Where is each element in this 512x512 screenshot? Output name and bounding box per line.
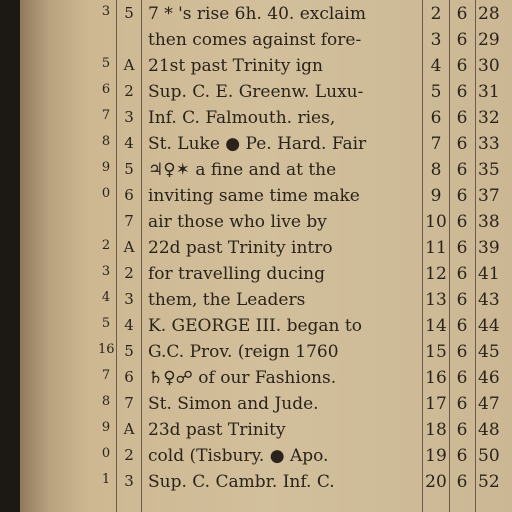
hour: 6 (456, 368, 468, 388)
minute: 45 (478, 342, 500, 362)
day-of-month: 0 (101, 186, 111, 201)
hour: 6 (456, 108, 468, 128)
weekday-letter: 4 (124, 134, 134, 152)
date: 9 (430, 186, 442, 206)
entry-text: cold (Tisbury. ● Apo. (148, 446, 329, 466)
calendar-row (20, 366, 512, 392)
hour: 6 (456, 212, 468, 232)
day-of-month: 6 (101, 82, 111, 97)
calendar-row (20, 210, 512, 236)
minute: 28 (478, 4, 500, 24)
day-of-month: 9 (101, 420, 111, 435)
minute: 47 (478, 394, 500, 414)
weekday-letter: 5 (124, 4, 134, 22)
calendar-row (20, 444, 512, 470)
day-of-month: 3 (101, 4, 111, 19)
date: 10 (425, 212, 447, 232)
minute: 44 (478, 316, 500, 336)
weekday-letter: 2 (124, 446, 134, 464)
day-of-month: 9 (101, 160, 111, 175)
minute: 41 (478, 264, 500, 284)
weekday-letter: 3 (124, 290, 134, 308)
calendar-row (20, 262, 512, 288)
entry-text: St. Luke ● Pe. Hard. Fair (148, 134, 367, 154)
date: 5 (430, 82, 442, 102)
weekday-letter: 7 (124, 212, 134, 230)
weekday-letter: A (123, 420, 135, 438)
minute: 39 (478, 238, 500, 258)
date: 13 (425, 290, 447, 310)
minute: 38 (478, 212, 500, 232)
calendar-row (20, 314, 512, 340)
entry-text: Sup. C. Cambr. Inf. C. (148, 472, 335, 492)
date: 18 (425, 420, 447, 440)
entry-text: ♃♀✶ a fine and at the (148, 160, 337, 180)
hour: 6 (456, 4, 468, 24)
date: 15 (425, 342, 447, 362)
minute: 37 (478, 186, 500, 206)
calendar-row (20, 392, 512, 418)
minute: 30 (478, 56, 500, 76)
date: 6 (430, 108, 442, 128)
day-of-month: 16 (98, 342, 115, 357)
entry-text: St. Simon and Jude. (148, 394, 319, 414)
weekday-letter: 3 (124, 108, 134, 126)
hour: 6 (456, 160, 468, 180)
date: 14 (425, 316, 447, 336)
hour: 6 (456, 238, 468, 258)
day-of-month: 5 (101, 56, 111, 71)
day-of-month: 7 (101, 368, 111, 383)
entry-text: 23d past Trinity (148, 420, 286, 440)
calendar-row (20, 236, 512, 262)
hour: 6 (456, 134, 468, 154)
minute: 43 (478, 290, 500, 310)
calendar-row (20, 184, 512, 210)
weekday-letter: 2 (124, 264, 134, 282)
entry-text: Inf. C. Falmouth. ries, (148, 108, 336, 128)
calendar-row (20, 80, 512, 106)
date: 20 (425, 472, 447, 492)
entry-text: G.C. Prov. (reign 1760 (148, 342, 339, 362)
weekday-letter: 2 (124, 82, 134, 100)
weekday-letter: 3 (124, 472, 134, 490)
entry-text: K. GEORGE III. began to (148, 316, 362, 336)
date: 3 (430, 30, 442, 50)
hour: 6 (456, 264, 468, 284)
day-of-month: 1 (101, 472, 111, 487)
hour: 6 (456, 186, 468, 206)
day-of-month: 3 (101, 264, 111, 279)
entry-text: 22d past Trinity intro (148, 238, 333, 258)
date: 12 (425, 264, 447, 284)
minute: 52 (478, 472, 500, 492)
entry-text: Sup. C. E. Greenw. Luxu- (148, 82, 364, 102)
calendar-row (20, 2, 512, 28)
entry-text: then comes against fore- (148, 30, 362, 50)
day-of-month: 5 (101, 316, 111, 331)
minute: 32 (478, 108, 500, 128)
calendar-row (20, 106, 512, 132)
calendar-row (20, 288, 512, 314)
minute: 48 (478, 420, 500, 440)
hour: 6 (456, 290, 468, 310)
calendar-row (20, 54, 512, 80)
calendar-row (20, 132, 512, 158)
entry-text: inviting same time make (148, 186, 360, 206)
day-of-month: 7 (101, 108, 111, 123)
minute: 29 (478, 30, 500, 50)
date: 16 (425, 368, 447, 388)
day-of-month: 2 (101, 238, 111, 253)
weekday-letter: 4 (124, 316, 134, 334)
day-of-month: 0 (101, 446, 111, 461)
date: 19 (425, 446, 447, 466)
calendar-row (20, 470, 512, 496)
weekday-letter: 6 (124, 186, 134, 204)
calendar-row (20, 28, 512, 54)
hour: 6 (456, 56, 468, 76)
hour: 6 (456, 82, 468, 102)
weekday-letter: 6 (124, 368, 134, 386)
day-of-month: 4 (101, 290, 111, 305)
hour: 6 (456, 394, 468, 414)
date: 8 (430, 160, 442, 180)
minute: 50 (478, 446, 500, 466)
day-of-month: 8 (101, 394, 111, 409)
calendar-row (20, 158, 512, 184)
minute: 33 (478, 134, 500, 154)
entry-text: for travelling ducing (148, 264, 325, 284)
entry-text: air those who live by (148, 212, 327, 232)
weekday-letter: A (123, 238, 135, 256)
date: 4 (430, 56, 442, 76)
hour: 6 (456, 446, 468, 466)
entry-text: 7 * 's rise 6h. 40. exclaim (148, 4, 366, 24)
date: 7 (430, 134, 442, 154)
almanac-page (20, 0, 512, 512)
date: 17 (425, 394, 447, 414)
entry-text: them, the Leaders (148, 290, 306, 310)
entry-text: 21st past Trinity ign (148, 56, 323, 76)
entry-text: ♄♀☍ of our Fashions. (148, 368, 337, 388)
weekday-letter: A (123, 56, 135, 74)
weekday-letter: 5 (124, 160, 134, 178)
calendar-row (20, 340, 512, 366)
weekday-letter: 7 (124, 394, 134, 412)
hour: 6 (456, 316, 468, 336)
hour: 6 (456, 420, 468, 440)
hour: 6 (456, 30, 468, 50)
date: 2 (430, 4, 442, 24)
day-of-month: 8 (101, 134, 111, 149)
minute: 35 (478, 160, 500, 180)
hour: 6 (456, 472, 468, 492)
minute: 31 (478, 82, 500, 102)
date: 11 (425, 238, 447, 258)
hour: 6 (456, 342, 468, 362)
calendar-row (20, 418, 512, 444)
minute: 46 (478, 368, 500, 388)
weekday-letter: 5 (124, 342, 134, 360)
